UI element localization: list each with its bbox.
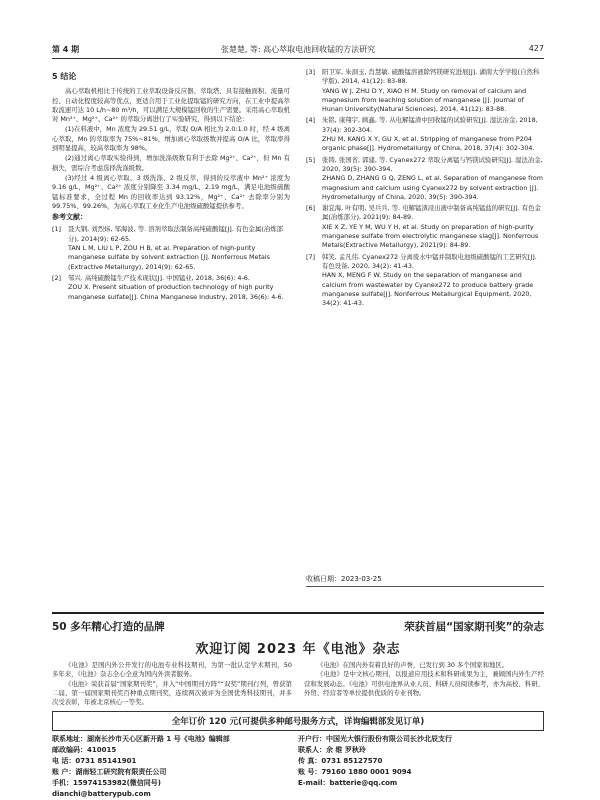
issue-label: 第 4 期 [52,45,80,54]
paragraph: (1)在料液中，Mn 浓度为 29.51 g/L，萃取 O/A 相比为 2.0:1.0 时，经 4 级离心萃取，Mn 的萃取率为 75%~81%，增加离心萃取级数并提高 O/A 比，萃取率得到明显提高，较高萃取率为 98%。 [52,125,290,153]
page-header [52,44,544,58]
contact-email-2: dianchi@batterypub.com [52,790,151,799]
received-date: 收稿日期：2023-03-25 [306,575,382,583]
contact-address: 联系地址：湖南长沙市天心区新开路 1 号《电池》编辑部 [52,735,230,744]
advert-paragraph: 《电池》是国内外公开发行的电池专业科技期刊，为第一批认定学术期刊，50 多年来，《电池》杂志全心全意为国内外读者服务。 [52,661,292,679]
reference-number: [5] [306,155,316,164]
advert-paragraph: 《电池》是中文核心期刊，以报道应用技术和科研成果为主，兼顾国内外生产经营和发展动态。《电池》可供电池界从业人员、科研人员阅读参考，亦为高校、科研、外贸、经营者等单位提供优质的专业刊物。 [304,670,544,697]
contact-block [52,734,544,800]
reference-number: [7] [306,252,316,261]
contact-account-name: 账 户：湖南轻工研究院有限责任公司 [52,768,167,777]
reference-number: [2] [52,273,62,282]
contact-account-number: 账 号：79160 1880 0001 9094 [298,768,412,777]
advert-left-headline: 50 多年精心打造的品牌 [52,621,165,633]
left-column [52,68,290,538]
subscription-price: 全年订价 120 元(可提供多种邮号服务方式，详询编辑部发见订单) [52,711,544,731]
reference-cn: 阳卫军, 朱洞玉, 肖慧敏. 硫酸锰溶液除钙镁研究进展[J]. 湖南大学学报(自然科学版), 2014, 41(12): 83-88. [322,68,540,86]
advert-column-right [304,661,544,707]
advert-headline-row [52,612,544,634]
reference-item [306,253,544,309]
running-title: 张楚楚, 等: 高心萃取电池回收锰的方法研究 [220,45,376,54]
reference-en: XIE X Z, YE Y M, WU Y H, et al. Study on preparation of high-purity manganese sulfate from electrolytic manganese slag[J]. Nonferrous Metals(Extractive Metallurgy), 2021(9): 84-89. [322,222,539,250]
advert-right-headline: 荣获首届“国家期刊奖”的杂志 [404,621,544,633]
reference-item [306,156,544,202]
reference-cn: 聂大钢, 刘烈炜, 邹海波, 等. 溶剂萃取法制备高纯硫酸锰[J]. 有色金属(冶炼部分), 2014(9): 62-65. [68,225,284,243]
reference-number: [3] [306,68,316,76]
reference-number: [6] [306,204,316,213]
reference-cn: 韩笑, 孟凡伟. Cyanex272 分离废水中锰并制取电池级硫酸锰的工艺研究[J]. 有色设备, 2020, 34(2): 41-43. [322,252,537,270]
page-number: 427 [528,44,544,53]
right-column [306,68,544,548]
reference-cn: 张铸, 张国省, 郭建, 等. Cyanex272 萃取分离锰与钙镁试验研究[J]. 湿法冶金, 2020, 39(5): 390-394. [322,155,543,173]
advert-columns [52,661,544,707]
reference-number: [4] [306,116,316,125]
journal-advert [52,612,544,799]
contact-bank: 开户行：中国光大银行股份有限公司长沙北辰支行 [298,735,452,744]
contact-fax: 传 真：0731 85127570 [298,757,383,766]
reference-en: HAN X, MENG F W. Study on the separation of manganese and calcium from wastewater by Cyanex272 to produce battery grade manganese sulfate[J]. Nonferrous Metallurgical Equipment, 2020, 34(2): 41-43. [322,271,534,308]
reference-item [306,68,544,114]
reference-item [52,274,290,302]
advert-paragraph: 《电池》在国内外有着良好的声誉，已发行到 30 多个国家和地区。 [317,661,509,669]
reference-item [52,225,290,271]
advert-paragraph: 《电池》荣获首届“国家期刊奖”，并入“中国期刊方阵”“双奖”期刊行列，曾获第二届、第一届国家期刊奖百种重点期刊奖，连续两次被评为全国优秀科技期刊，并多次受表彰，年被北京核心一等奖。 [52,679,292,707]
reference-en: ZHANG D, ZHANG G Q, ZENG L, et al. Separation of manganese from magnesium and calcium using Cyanex272 by solvent extraction [J]. Hydrometallurgy of China, 2020, 39(5): 390-394. [322,174,544,201]
contact-phone: 电 话：0731 85141901 [52,757,137,766]
reference-cn: 朱铭, 康翔宇, 顾鑫, 等. 从电解锰渣中回收锰的试验研究[J]. 湿法冶金, 2018, 37(4): 302-304. [322,116,538,134]
contact-email: E-mail：batterie@qq.com [298,779,398,788]
paragraph: 高心萃取机相比于传统的工业萃取设备反应器、萃取塔、具有接触面积、流量可控、自动化程度较高等优点，更适合用于工业化提取锰的研究方向，在工业中提高萃取流速可达 10 L/h~80 m³/h，可以满足大规模锰回收的生产需要。采用高心萃取机对 Mn²⁺、Mg²⁺、Ca²⁺ 的萃取分离进行了实验研究，得到以下结论： [52,87,290,124]
reference-item [306,204,544,250]
section-title: 5 结论 [52,72,77,81]
received-rule [306,586,544,587]
advert-column-left [52,661,292,707]
contact-mobile: 手机：15974153982(微信同号) [52,779,161,788]
reference-en: TAN L M, LIU L P, ZOU H B, et al. Preparation of high-purity manganese sulfate by solvent extraction [J]. Nonferrous Metals (Extractive Metallurgy), 2014(9): 62-65. [68,244,271,271]
reference-number: [1] [52,225,62,234]
reference-en: YANG W J, ZHU D Y, XIAO H M. Study on removal of calcium and magnesium from leaching solution of manganese [J]. Journal of Hunan University(Natural Sciences), 2014, 41(12): 83-88. [322,86,527,114]
contact-person: 联系人：余 维 罗秋玲 [298,746,366,755]
references-title: 参考文献： [52,213,87,222]
advert-title: 欢迎订阅 2023 年《电池》杂志 [195,642,401,657]
reference-cn: 谢宜海, 叶有明, 吴兵兵, 等. 电解锰渣浸出液中制备高纯锰盐的研究[J]. 有色金属(冶炼部分), 2021(9): 84-89. [322,204,541,222]
reference-cn: 邹兴. 高纯硫酸锰生产技术现状[J]. 中国锰业, 2018, 36(6): 4-6. [68,273,250,282]
reference-item [306,116,544,153]
header-rule [52,58,544,59]
contact-postcode: 邮政编码：410015 [52,746,117,755]
reference-en: ZHU M, KANG X Y, GU X, et al. Stripping of manganese from P204 organic phase[J]. Hydrometallurgy of China, 2018, 37(4): 302-304. [322,135,535,153]
reference-en: ZOU X. Present situation of production technology of high purity manganese sulfate[J]. China Manganese Industry, 2018, 36(6): 4-6. [68,283,284,301]
paragraph: (3)经过 4 级离心萃取、3 级洗涤、2 级反萃，得到的反萃液中 Mn²⁺ 浓度为 9.16 g/L，Mg²⁺、Ca²⁺ 浓度分别降至 3.34 mg/L、2.19 mg/L，满足电池级硫酸锰标准要求，全过程 Mn 的回收率达到 93.12%，Mg²⁺、Ca²⁺ 去除率分别为 99.75%、99.26%，为高心萃取工业化生产电池级硫酸锰提供参考。 [52,173,290,210]
paragraph: (2)通过离心萃取实验得到，增加洗涤级数有利于去除 Mg²⁺、Ca²⁺，但 Mn 有损失，需综合考虑选择洗涤级数。 [52,154,290,172]
